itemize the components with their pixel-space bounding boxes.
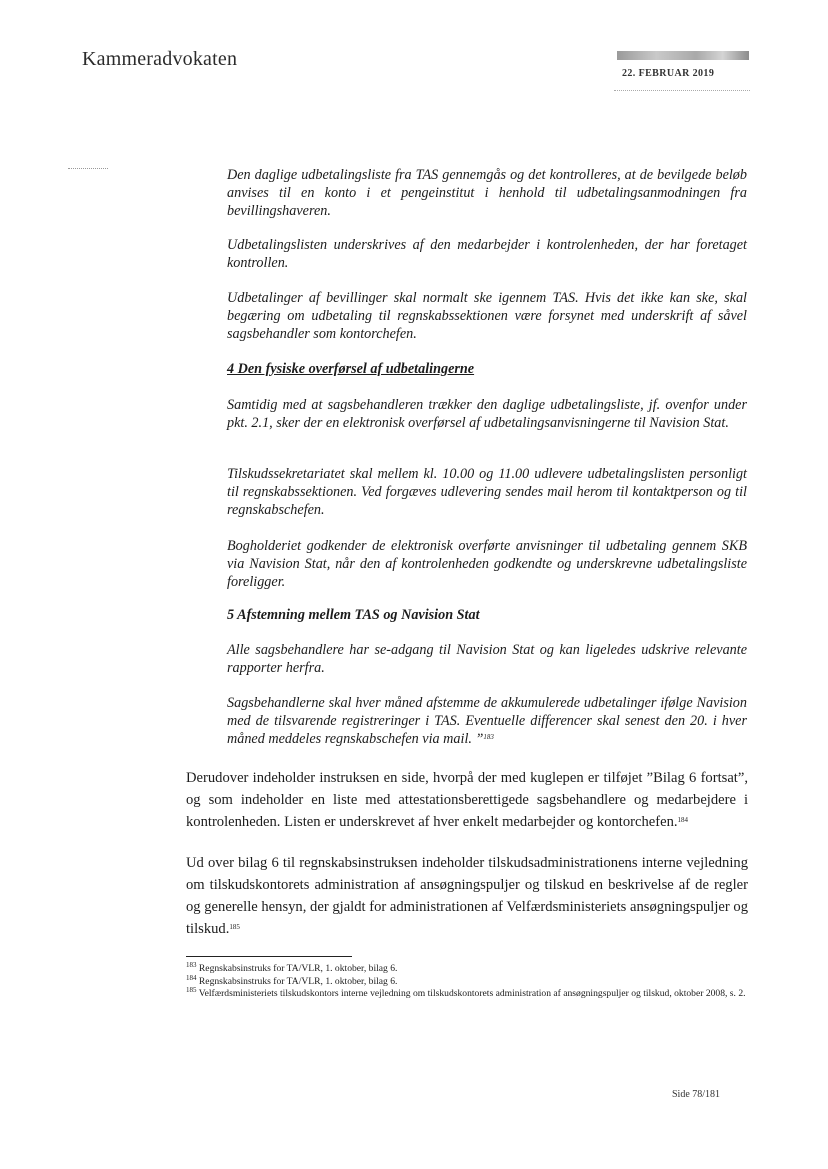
quote-paragraph-8-text: Sagsbehandlerne skal hver måned afstemme de akkumulerede udbetalinger ifølge Navision med de tilsvarende registreringer i TAS. Eventuelle differencer skal senest den 20. i hver måned meddeles regnskabschefen via mail. ”: [227, 695, 747, 747]
quote-paragraph-8: [227, 694, 747, 748]
quote-paragraph-2: Udbetalingslisten underskrives af den medarbejder i kontrolenheden, der har foretaget kontrollen.: [227, 237, 747, 271]
header-redaction-bar: [617, 51, 749, 60]
quote-paragraph-5: Tilskudssekretariatet skal mellem kl. 10.00 og 11.00 udlevere udbetalingslisten personligt til regnskabssektionen. Ved forgæves udlevering sendes mail herom til kontaktperson og til regnskabschefen.: [227, 466, 747, 518]
footnote-number: 183: [186, 960, 197, 969]
footnotes: [186, 960, 748, 1001]
firm-name: Kammeradvokaten: [82, 48, 238, 70]
page-number: Side 78/181: [672, 1089, 721, 1100]
quote-paragraph-6: Bogholderiet godkender de elektronisk overførte anvisninger til udbetaling gennem SKB via Navision Stat, når den af kontrolenheden godkendte og underskrevne udbetalingsliste foreligger.: [227, 538, 747, 590]
body-paragraph-2: [186, 852, 748, 940]
quote-paragraph-3: Udbetalinger af bevillinger skal normalt ske igennem TAS. Hvis det ikke kan ske, skal begæring om udbetaling til regnskabssektionen være forsynet med underskrift af såvel sagsbehandler som kontorchefen.: [227, 290, 747, 342]
body-paragraph-1-text: Derudover indeholder instruksen en side, hvorpå der med kuglepen er tilføjet ”Bilag 6 fortsat”, og som indeholder en liste med attestationsberettigede sagsbehandlere og medarbejdere i kontrolenheden. Listen er underskrevet af hver enkelt medarbejder og kontorchefen.: [186, 770, 748, 830]
quote-paragraph-4: Samtidig med at sagsbehandleren trækker den daglige udbetalingsliste, jf. ovenfor under pkt. 2.1, sker der en elektronisk overførsel af udbetalingsanvisningerne til Navision Stat.: [227, 397, 747, 431]
section-heading-5: 5 Afstemning mellem TAS og Navision Stat: [227, 607, 480, 623]
footnote-ref-184[interactable]: 184: [677, 815, 689, 824]
footnote-divider: [186, 956, 352, 957]
footnote-185: [186, 985, 748, 1001]
body-paragraph-2-text: Ud over bilag 6 til regnskabsinstruksen indeholder tilskudsadministrationens interne vejledning om tilskudskontorets administration af ansøgningspuljer og tilskud en beskrivelse af de regler og generelle hensyn, der gjaldt for administrationen af Velfærdsministeriets ansøgningspuljer og tilskud.: [186, 855, 748, 937]
footnote-number: 185: [186, 985, 197, 994]
footnote-text: Regnskabsinstruks for TA/VLR, 1. oktober, bilag 6.: [198, 975, 398, 987]
margin-mark: [68, 168, 108, 169]
footnote-number: 184: [186, 973, 197, 982]
quote-paragraph-1: Den daglige udbetalingsliste fra TAS gennemgås og det kontrolleres, at de bevilgede beløb anvises til en konto i et pengeinstitut i henhold til udbetalingsanmodningen fra bevillingshaveren.: [227, 167, 747, 219]
footnote-183: [186, 960, 748, 976]
footnote-ref-183[interactable]: 183: [483, 732, 494, 741]
section-heading-4: 4 Den fysiske overførsel af udbetalingerne: [227, 361, 475, 377]
footnote-ref-185[interactable]: 185: [229, 922, 240, 931]
document-date: 22. FEBRUAR 2019: [622, 68, 715, 79]
date-divider: [614, 90, 750, 91]
quote-paragraph-7: Alle sagsbehandlere har se-adgang til Navision Stat og kan ligeledes udskrive relevante rapporter herfra.: [227, 642, 747, 676]
footnote-184: [186, 973, 748, 989]
body-paragraph-1: [186, 767, 748, 833]
footnote-text: Regnskabsinstruks for TA/VLR, 1. oktober, bilag 6.: [198, 963, 398, 974]
footnote-text: Velfærdsministeriets tilskudskontors interne vejledning om tilskudskontorets administration af ansøgningspuljer og tilskud, oktober 2008, s. 2.: [198, 988, 746, 999]
